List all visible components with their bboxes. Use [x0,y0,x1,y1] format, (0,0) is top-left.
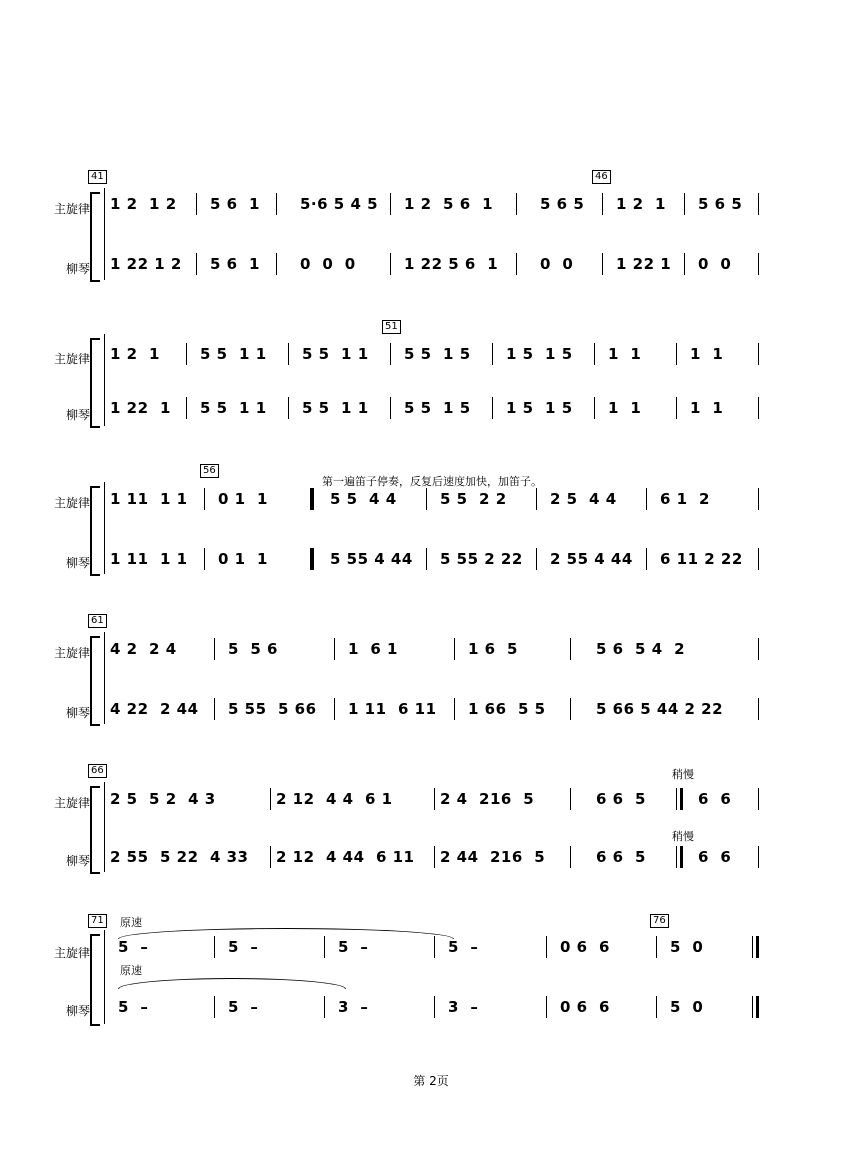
barline [186,343,187,365]
tempo-marking: 原速 [120,916,142,929]
barline [214,638,215,660]
barline [434,936,435,958]
barline [204,488,205,510]
liuqin-measure: 1 22 1 2 [110,255,182,273]
melody-measure: 1 1 [690,345,724,363]
barline [186,397,187,419]
barline [758,788,759,810]
barline [594,397,595,419]
barline [390,193,391,215]
liuqin-measure: 2 55 4 44 [550,550,633,568]
barline [570,846,571,868]
barline [602,253,603,275]
melody-measure: 0 6 6 [560,938,610,956]
barline [758,698,759,720]
barline [434,846,435,868]
melody-measure: 4 2 2 4 [110,640,177,658]
barline [434,996,435,1018]
measure-number: 51 [382,320,401,334]
liuqin-measure: 5 66 5 44 2 22 [596,700,724,718]
barline [646,548,647,570]
system-brace [90,338,100,428]
part-label-liuqin: 柳琴 [65,408,90,422]
barline [516,253,517,275]
barline [276,253,277,275]
melody-measure: 1 1 [608,345,642,363]
system-line [104,334,105,426]
liuqin-measure: 5 5 1 5 [404,399,471,417]
barline [536,548,537,570]
melody-measure: 5 6 5 4 2 [596,640,686,658]
barline [276,193,277,215]
part-label-melody: 主旋律 [53,796,90,810]
melody-measure: 1 2 1 [110,345,160,363]
part-label-melody: 主旋律 [53,496,90,510]
barline [288,343,289,365]
liuqin-measure: 5 55 5 66 [228,700,317,718]
liuqin-measure: 5 55 4 44 [330,550,413,568]
barline [334,638,335,660]
liuqin-measure: 2 55 5 22 4 33 [110,848,249,866]
liuqin-measure: 5 5 1 1 [302,399,369,417]
barline [454,638,455,660]
system-line [104,482,105,574]
barline [646,488,647,510]
barline [570,638,571,660]
liuqin-measure: 2 44 216 5 [440,848,546,866]
melody-measure: 5 5 6 [228,640,278,658]
liuqin-measure: 1 22 5 6 1 [404,255,499,273]
part-label-liuqin: 柳琴 [65,556,90,570]
melody-measure: 1 5 1 5 [506,345,573,363]
liuqin-measure: 6 6 [698,848,732,866]
barline [546,936,547,958]
liuqin-measure: 5 0 [670,998,704,1016]
part-label-liuqin: 柳琴 [65,1004,90,1018]
barline [758,343,759,365]
barline [594,343,595,365]
melody-measure: 5 6 5 [540,195,585,213]
melody-measure: 5 – [118,938,149,956]
barline [758,846,759,868]
system-line [104,930,105,1024]
performance-note: 第一遍笛子停奏，反复后速度加快，加笛子。 [322,475,542,488]
part-label-liuqin: 柳琴 [65,706,90,720]
tempo-marking: 稍慢 [672,768,694,781]
melody-measure: 2 4 216 5 [440,790,535,808]
melody-measure: 0 1 1 [218,490,268,508]
barline [196,193,197,215]
system-brace [90,486,100,576]
measure-number: 76 [650,914,669,928]
barline [324,996,325,1018]
barline [758,397,759,419]
liuqin-measure: 3 – [338,998,369,1016]
melody-measure: 5 – [448,938,479,956]
barline [288,397,289,419]
liuqin-measure: 3 – [448,998,479,1016]
liuqin-measure: 6 11 2 22 [660,550,743,568]
barline [758,253,759,275]
melody-measure: 6 6 [698,790,732,808]
part-label-melody: 主旋律 [53,646,90,660]
measure-number: 41 [88,170,107,184]
part-label-melody: 主旋律 [53,202,90,216]
liuqin-measure: 5 6 1 [210,255,260,273]
tie-arc [118,978,346,989]
liuqin-measure: 0 1 1 [218,550,268,568]
melody-measure: 1 2 5 6 1 [404,195,494,213]
melody-measure: 1 6 5 [468,640,518,658]
system-brace [90,192,100,282]
melody-measure: 5 – [338,938,369,956]
barline [196,253,197,275]
barline [214,996,215,1018]
melody-measure: 5 6 1 [210,195,260,213]
liuqin-measure: 1 66 5 5 [468,700,546,718]
barline [758,488,759,510]
barline [676,397,677,419]
barline [214,936,215,958]
barline [546,996,547,1018]
melody-measure: 1 2 1 [616,195,666,213]
barline [656,996,657,1018]
measure-number: 66 [88,764,107,778]
barline [684,253,685,275]
final-barline [752,936,756,958]
melody-measure: 2 5 4 4 [550,490,617,508]
repeat-end [676,788,680,810]
measure-number: 61 [88,614,107,628]
liuqin-measure: 6 6 5 [596,848,646,866]
liuqin-measure: 1 1 [690,399,724,417]
melody-measure: 5 5 4 4 [330,490,397,508]
barline [390,397,391,419]
liuqin-measure: 1 5 1 5 [506,399,573,417]
barline [492,397,493,419]
liuqin-measure: 5 – [118,998,149,1016]
barline [516,193,517,215]
liuqin-measure: 4 22 2 44 [110,700,199,718]
liuqin-measure: 5 55 2 22 [440,550,523,568]
tempo-marking: 原速 [120,964,142,977]
liuqin-measure: 0 6 6 [560,998,610,1016]
page-number: 第 2页 [413,1074,449,1088]
barline [324,936,325,958]
melody-measure: 5·6 5 4 5 [300,195,379,213]
repeat-start [310,488,314,510]
melody-measure: 5 5 1 1 [200,345,267,363]
barline [684,193,685,215]
barline [570,698,571,720]
liuqin-measure: 1 11 1 1 [110,550,188,568]
liuqin-measure: 1 11 6 11 [348,700,437,718]
barline [656,936,657,958]
liuqin-measure: 2 12 4 44 6 11 [276,848,415,866]
measure-number: 46 [592,170,611,184]
barline [204,548,205,570]
barline [758,638,759,660]
barline [454,698,455,720]
system-brace [90,786,100,874]
liuqin-measure: 1 1 [608,399,642,417]
liuqin-measure: 1 22 1 [110,399,171,417]
repeat-start [310,548,314,570]
melody-measure: 5 5 1 1 [302,345,369,363]
barline [390,253,391,275]
repeat-end [676,846,680,868]
melody-measure: 1 2 1 2 [110,195,177,213]
liuqin-measure: 0 0 0 [300,255,356,273]
system-brace [90,934,100,1026]
barline [602,193,603,215]
system-line [104,782,105,872]
melody-measure: 5 5 2 2 [440,490,507,508]
tie-arc [118,928,454,939]
part-label-liuqin: 柳琴 [65,854,90,868]
barline [758,548,759,570]
barline [758,193,759,215]
melody-measure: 6 6 5 [596,790,646,808]
barline [536,488,537,510]
measure-number: 56 [200,464,219,478]
tempo-marking: 稍慢 [672,830,694,843]
liuqin-measure: 5 5 1 1 [200,399,267,417]
melody-measure: 5 6 5 [698,195,743,213]
barline [214,698,215,720]
barline [270,846,271,868]
final-barline [752,996,756,1018]
part-label-melody: 主旋律 [53,946,90,960]
liuqin-measure: 1 22 1 [616,255,672,273]
barline [390,343,391,365]
melody-measure: 5 0 [670,938,704,956]
measure-number: 71 [88,914,107,928]
system-line [104,188,105,280]
barline [570,788,571,810]
barline [492,343,493,365]
barline [676,343,677,365]
barline [434,788,435,810]
melody-measure: 5 – [228,938,259,956]
liuqin-measure: 0 0 [698,255,732,273]
liuqin-measure: 0 0 [540,255,574,273]
barline [334,698,335,720]
barline [426,548,427,570]
barline [426,488,427,510]
system-brace [90,636,100,726]
barline [270,788,271,810]
part-label-melody: 主旋律 [53,352,90,366]
melody-measure: 6 1 2 [660,490,710,508]
system-line [104,632,105,724]
melody-measure: 1 11 1 1 [110,490,188,508]
part-label-liuqin: 柳琴 [65,262,90,276]
liuqin-measure: 5 – [228,998,259,1016]
melody-measure: 1 6 1 [348,640,398,658]
melody-measure: 5 5 1 5 [404,345,471,363]
melody-measure: 2 12 4 4 6 1 [276,790,393,808]
melody-measure: 2 5 5 2 4 3 [110,790,216,808]
